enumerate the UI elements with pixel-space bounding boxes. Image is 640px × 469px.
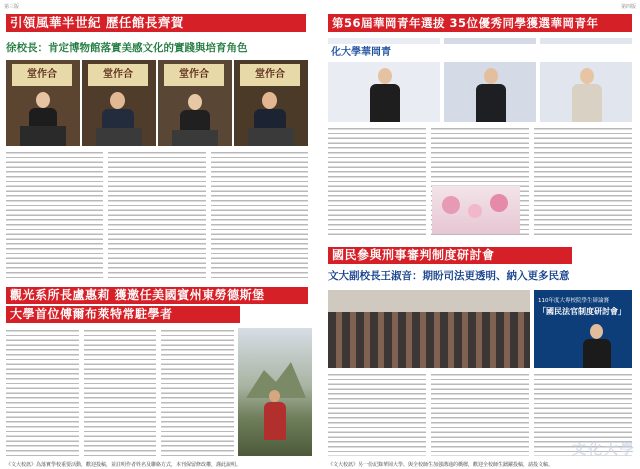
photo-winner-1	[328, 38, 440, 122]
photo-hiker	[238, 328, 312, 456]
photo-banner: 化大學華岡青	[328, 44, 440, 62]
photo-sign: 堂作合	[12, 64, 72, 86]
photo-sign: 堂作合	[240, 64, 300, 86]
right-story2-headline: 國民參與刑事審判制度研討會	[328, 247, 572, 264]
left-page-label: 第三版	[4, 4, 20, 10]
right-footer: 《文大校訊》另一份記錄華岡大學、與全校師生加強溝通的橋樑，歡迎全校師生踴躍投稿，請投文稿。	[328, 462, 554, 468]
left-footer: 《文大校訊》為落實學校重要活動，歡迎投稿，並註明作者姓名及聯絡方式，本刊保留修改權，謹此說明。	[6, 462, 242, 468]
left-story2-headline-line1: 觀光系所長盧惠莉 獲邀任美國賓州東勞德斯堡	[6, 287, 308, 304]
watermark: 文化大學	[572, 442, 636, 458]
photo-guest-woman	[158, 60, 232, 146]
photo-conference-speaker	[534, 290, 632, 368]
left-headline: 引領風華半世紀 歷任館長齊賀	[6, 14, 306, 32]
photo-audience	[328, 290, 530, 368]
photo-winner-2	[444, 38, 536, 122]
right-page-label: 第四版	[620, 4, 636, 10]
conference-banner-line2: 「國民法官制度研討會」	[538, 307, 626, 316]
right-headline: 第56屆華岡青年選拔 35位優秀同學獲選華岡青年	[328, 14, 632, 32]
right-story2-subheadline: 文大副校長王淑音：期盼司法更透明、納入更多民意	[328, 270, 570, 282]
photo-president	[234, 60, 308, 146]
right-page	[320, 0, 640, 469]
conference-banner-line1: 110年度大專校院學生辯論賽	[538, 298, 609, 304]
photo-speaker-man	[82, 60, 156, 146]
left-story2-headline-line2: 大學首位傅爾布萊特常駐學者	[6, 306, 240, 323]
photo-speaker-woman	[6, 60, 80, 146]
photo-blossom	[432, 186, 520, 234]
left-subheadline: 徐校長：肯定博物館落實美感文化的實踐與培育角色	[6, 42, 248, 54]
photo-winner-3	[540, 38, 632, 122]
left-story1-body	[6, 150, 308, 280]
left-story2-body	[6, 328, 234, 456]
photo-sign: 堂作合	[164, 64, 224, 86]
photo-sign: 堂作合	[88, 64, 148, 86]
